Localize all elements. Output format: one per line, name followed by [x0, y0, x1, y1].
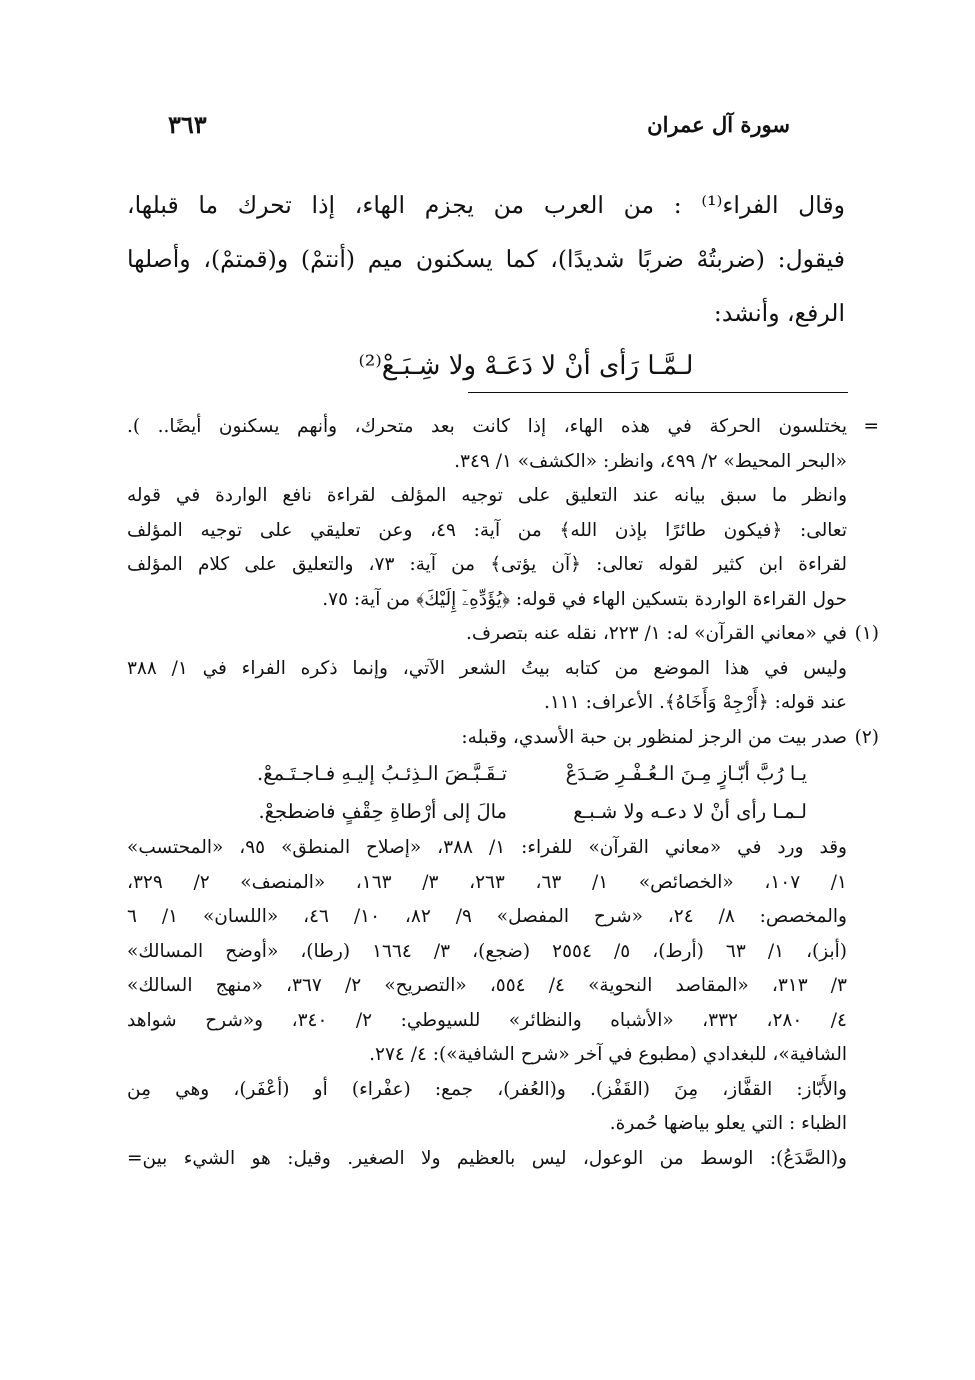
footnote-1-line: وليس في هذا الموضع من كتابه بيتُ الشعر الآتي، وإنما ذكره الفراء في ١/ ٣٨٨: [127, 657, 847, 679]
footnote-divider: [468, 392, 848, 393]
main-text-line: فيقول: (ضربتُهْ ضربًا شديدًا)، كما يسكنون ميم (أنتمْ) و(قمتمْ)، وأصلها: [127, 245, 845, 273]
verse-second-hemistich: تـقَـبَّـضَ الـذِئـبُ إليـهِ فـاجـتَـمعْ.: [257, 762, 507, 785]
footnote-2-gloss-line: والأَبّاز: القفَّاز، مِنَ (القَفْز). و(العُفر)، جمع: (عفْراء) أو (أعْفَر)، وهي مِن: [127, 1078, 847, 1100]
footnote-2-sources-line: (أبز)، ١/ ٦٣ (أرط)، ٥/ ٢٥٥٤ (ضجع)، ٣/ ١٦٦٤ (رطا)، «أوضح المسالك»: [127, 940, 847, 962]
footnote-2-sources-line: ٣/ ٣١٣، «المقاصد النحوية» ٤/ ٥٥٤، «التصريح» ٢/ ٣٦٧، «منهج السالك»: [127, 975, 847, 996]
footnote-2-sources-line: وقد ورد في «معاني القرآن» للفراء: ١/ ٣٨٨، «إصلاح المنطق» ٩٥، «المحتسب»: [127, 837, 847, 858]
footnote-1-line: عند قوله: ﴿أَرْجِهْ وَأَخَاهُ﴾. الأعراف: ١١١.: [544, 692, 847, 713]
footnote-2-sources-line: والمخصص: ٨/ ٢٤، «شرح المفصل» ٩/ ٨٢، ١٠/ ٤٦، «اللسان» ١/ ٦: [127, 906, 847, 927]
footnote-continuation-line: [127, 410, 879, 445]
footnote-poetry-verse: [127, 793, 847, 831]
footnote-continuation-line: «البحر المحيط» ٢/ ٤٩٩، وانظر: «الكشف» ١/ ٣٤٩.: [454, 450, 847, 472]
verse-first-hemistich: لـمـا رأى أنْ لا دعـه ولا شـبـع: [573, 800, 807, 823]
verse-second-hemistich: مالَ إلى أرْطاةِ حِقْفٍ فاضطجعْ.: [258, 800, 507, 823]
poetry-verse: لـمَّـا رَأى أنْ لا دَعَـهْ ولا شِـبَـعْ⁽²⁾: [358, 351, 694, 381]
running-header-title: سورة آل عمران: [647, 112, 790, 137]
footnote-poetry-verse: [127, 755, 847, 793]
main-text-line: الرفع، وأنشد:: [713, 299, 845, 327]
footnote-continuation-line: تعالى: ﴿فيكون طائرًا بإذن الله﴾ من آية: ٤٩، وعن تعليقي على توجيه المؤلف: [127, 519, 847, 541]
footnote-text: صدر بيت من الرجز لمنظور بن حبة الأسدي، وقبله:: [461, 726, 847, 748]
main-text: [127, 178, 845, 392]
main-text-line: وقال الفراء⁽¹⁾ : من العرب من يجزم الهاء، إذا تحرك ما قبلها،: [127, 191, 845, 219]
footnote-2-sources-line: ١/ ١٠٧، «الخصائص» ١/ ٦٣، ٢٦٣، ٣/ ١٦٣، «المنصف» ٢/ ٣٢٩،: [127, 871, 847, 893]
verse-first-hemistich: يـا رُبَّ أبّـازٍ مِـنَ الـعُـفْـرِ صَـدَعْ: [565, 762, 807, 785]
footnote-text: في «معاني القرآن» له: ١/ ٢٢٣، نقله عنه بتصرف.: [466, 623, 847, 644]
footnote-1-line: [127, 617, 879, 652]
footnote-continuation-line: لقراءة ابن كثير لقوله تعالى: ﴿آن يؤتى﴾ من آية: ٧٣، والتعليق على كلام المؤلف: [127, 554, 847, 575]
page-number: ٣٦٣: [168, 110, 207, 139]
footnote-1-marker: (١): [854, 623, 879, 644]
footnote-2-sources-line: ٤/ ٢٨٠، ٣٣٢، «الأشباه والنظائر» للسيوطي: ٢/ ٣٤٠، و«شرح شواهد: [127, 1009, 847, 1031]
footnote-2-marker: (٢): [854, 726, 879, 748]
footnote-2-line: [127, 721, 879, 756]
footnote-2-gloss-line: الظباء : التي يعلو بياضها حُمرة.: [609, 1113, 847, 1134]
footnote-text: يختلسون الحركة في هذه الهاء، إذا كانت بعد متحرك، وأنهم يسكنون أيضًا.. ).: [127, 416, 847, 437]
footnote-continuation-line: حول القراءة الواردة بتسكين الهاء في قوله: ﴿يُؤَدِّهِۦٓ إِلَيْكَ﴾ من آية: ٧٥.: [322, 588, 847, 610]
footnote-2-gloss-line: و(الصَّدَعُ): الوسط من الوعول، ليس بالعظيم ولا الصغير. وقيل: هو الشيء بين=: [127, 1147, 847, 1169]
footnote-continuation-line: وانظر ما سبق بيانه عند التعليق على توجيه المؤلف لقراءة نافع الواردة في قوله: [127, 485, 847, 506]
footnotes: [127, 410, 879, 1176]
footnote-2-sources-line: الشافية»، للبغدادي (مطبوع في آخر «شرح الشافية»): ٤/ ٢٧٤.: [369, 1044, 847, 1065]
continuation-marker: =: [863, 416, 879, 437]
